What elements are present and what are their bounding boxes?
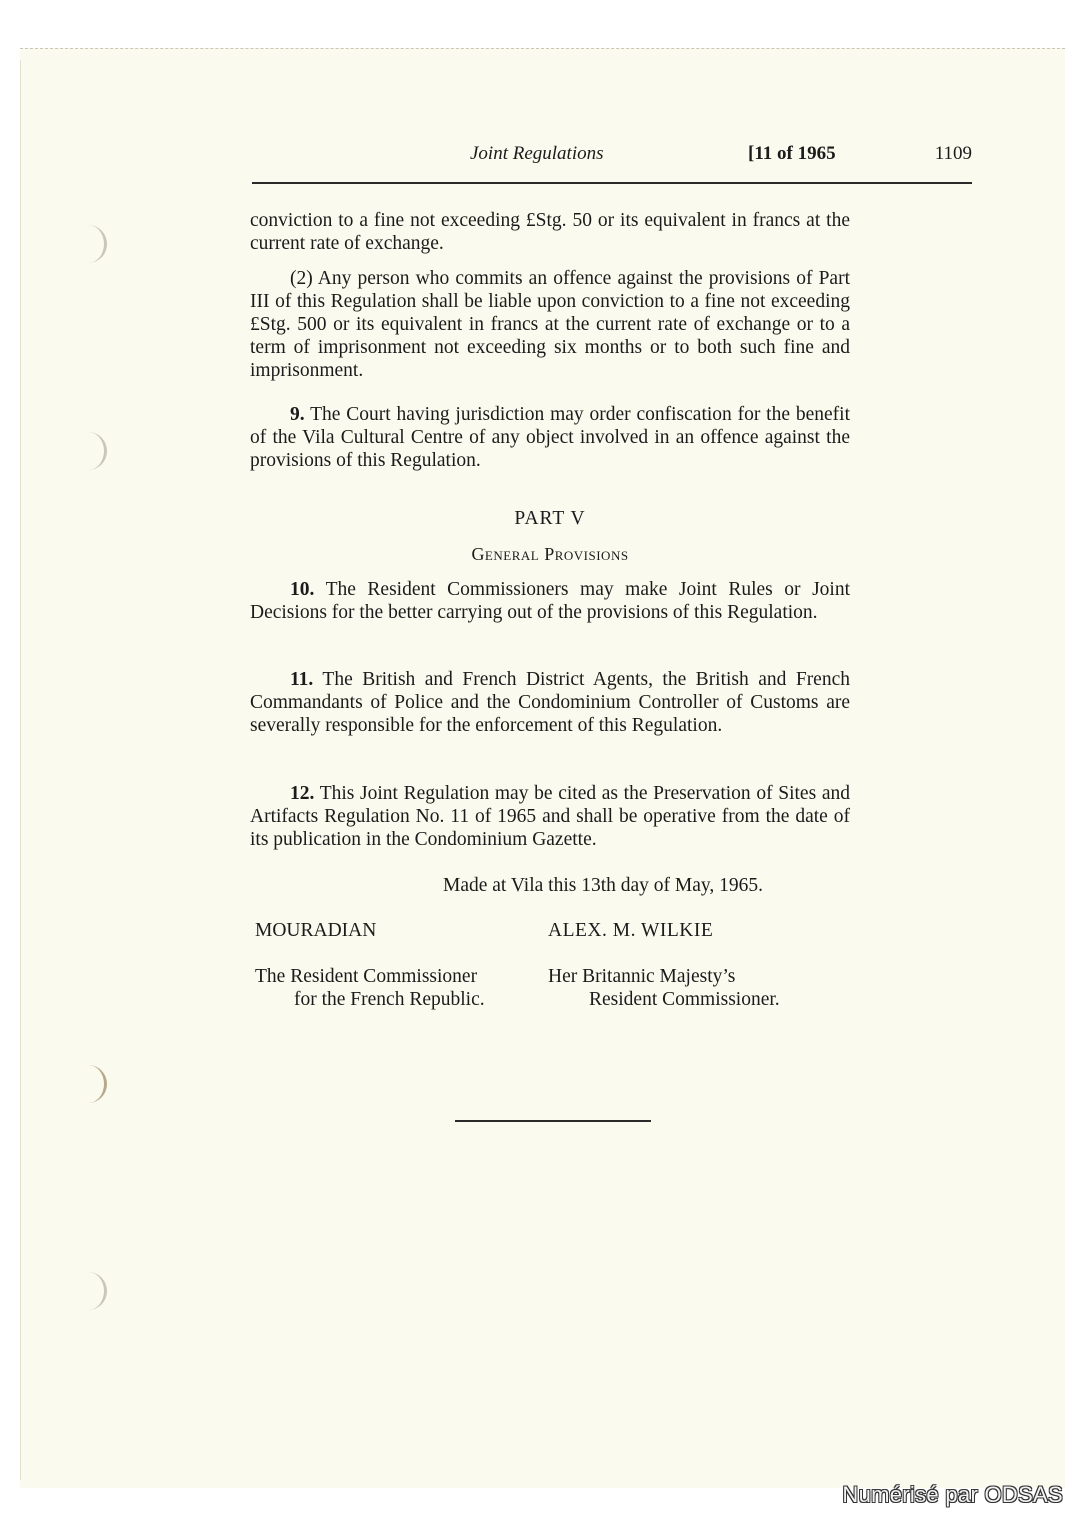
signatory-title-right: [548, 965, 780, 1011]
header-rule: [252, 182, 972, 184]
end-rule: [455, 1120, 651, 1122]
subsection-2: [250, 267, 850, 382]
section-text: The Court having jurisdiction may order confiscation for the benefit of the Vila Cultural Centre of any object involved in an offence against the provisions of this Regulation.: [250, 404, 850, 471]
part-subheading: General Provisions: [471, 544, 629, 564]
paragraph-continuation: [250, 209, 850, 255]
section-text: The Resident Commissioners may make Joint Rules or Joint Decisions for the better carrying out of the provisions of this Regulation.: [250, 579, 850, 623]
section-number: 9.: [290, 404, 305, 425]
section-text: This Joint Regulation may be cited as the Preservation of Sites and Artifacts Regulation No. 11 of 1965 and shall be operative from the date of its publication in the Condominium Gazette.: [250, 783, 850, 850]
section-text: The British and French District Agents, the British and French Commandants of Police and the Condominium Controller of Customs are severally responsible for the enforcement of this Regulation.: [250, 669, 850, 736]
section-11: [250, 668, 850, 737]
header-regulation-number: [11 of 1965: [748, 143, 836, 164]
running-header: [252, 143, 972, 169]
section-9: [250, 403, 850, 472]
document-page: [20, 48, 1065, 1488]
binder-hole-mark: [70, 1272, 107, 1310]
paragraph-text: (2) Any person who commits an offence against the provisions of Part III of this Regulation shall be liable upon conviction to a fine not exceeding £Stg. 500 or its equivalent in francs at the current rate of exchange or to a term of imprisonment not exceeding six months or to both such fine and imprisonment.: [250, 268, 850, 381]
signatory-title-left: [255, 965, 485, 1011]
section-12: [250, 782, 850, 851]
section-number: 12.: [290, 783, 315, 804]
page-top-edge: [20, 48, 1065, 51]
header-title: Joint Regulations: [470, 143, 604, 164]
digitization-watermark: Numérisé par ODSAS: [842, 1482, 1063, 1507]
made-at-line: Made at Vila this 13th day of May, 1965.: [443, 875, 763, 896]
binder-hole-mark: [70, 1065, 107, 1103]
part-heading: PART V: [514, 508, 586, 529]
signatory-title-line: Resident Commissioner.: [589, 989, 780, 1010]
paragraph-text: conviction to a fine not exceeding £Stg. 50 or its equivalent in francs at the current rate of exchange.: [250, 210, 850, 254]
section-number: 10.: [290, 579, 315, 600]
signatory-title-line: The Resident Commissioner: [255, 966, 478, 987]
section-number: 11.: [290, 669, 314, 690]
header-page-number: 1109: [934, 143, 972, 164]
page-left-edge: [20, 60, 21, 1480]
signatory-title-line: Her Britannic Majesty’s: [548, 966, 736, 987]
signatory-name-left: MOURADIAN: [255, 920, 377, 941]
signatory-title-line: for the French Republic.: [294, 989, 485, 1010]
binder-hole-mark: [70, 225, 107, 263]
binder-hole-mark: [70, 432, 107, 470]
signatory-name-right: ALEX. M. WILKIE: [548, 920, 714, 941]
section-10: [250, 578, 850, 624]
